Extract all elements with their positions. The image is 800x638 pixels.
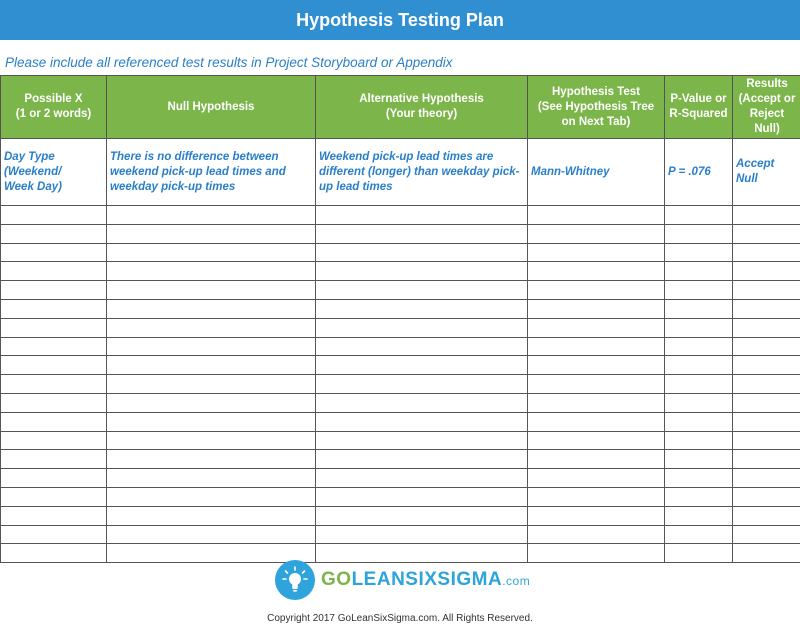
empty-cell-p-value[interactable] [665,525,733,544]
empty-cell-results[interactable] [733,487,800,506]
empty-cell-null-hypothesis[interactable] [107,206,316,225]
empty-cell-hypothesis-test[interactable] [528,262,665,281]
empty-cell-null-hypothesis[interactable] [107,318,316,337]
empty-cell-null-hypothesis[interactable] [107,525,316,544]
empty-cell-results[interactable] [733,281,800,300]
empty-cell-results[interactable] [733,262,800,281]
empty-cell-possible-x[interactable] [1,299,107,318]
empty-cell-null-hypothesis[interactable] [107,224,316,243]
empty-cell-alternative-hypothesis[interactable] [316,243,528,262]
empty-cell-possible-x[interactable] [1,262,107,281]
empty-cell-alternative-hypothesis[interactable] [316,299,528,318]
empty-cell-alternative-hypothesis[interactable] [316,281,528,300]
empty-cell-results[interactable] [733,337,800,356]
empty-cell-results[interactable] [733,393,800,412]
empty-cell-alternative-hypothesis[interactable] [316,375,528,394]
lightbulb-icon [275,560,315,600]
empty-cell-alternative-hypothesis[interactable] [316,262,528,281]
table-row [1,262,800,281]
empty-cell-possible-x[interactable] [1,337,107,356]
example-possible-x[interactable]: Day Type (Weekend/ Week Day) [1,139,107,206]
header-row [1,76,800,139]
empty-cell-p-value[interactable] [665,506,733,525]
table-row [1,318,800,337]
empty-cell-hypothesis-test[interactable] [528,356,665,375]
table-row [1,431,800,450]
empty-cell-alternative-hypothesis[interactable] [316,506,528,525]
example-null-hypothesis[interactable]: There is no difference between weekend pick-up lead times and weekday pick-up times [107,139,316,206]
table-row [1,487,800,506]
example-alternative-hypothesis[interactable]: Weekend pick-up lead times are different (longer) than weekday pick-up lead times [316,139,528,206]
header-results: Results (Accept or Reject Null) [733,76,800,139]
empty-cell-hypothesis-test[interactable] [528,525,665,544]
page-title: Hypothesis Testing Plan [0,0,800,40]
empty-cell-hypothesis-test[interactable] [528,393,665,412]
empty-cell-hypothesis-test[interactable] [528,469,665,488]
empty-cell-alternative-hypothesis[interactable] [316,469,528,488]
example-p-value[interactable]: P = .076 [665,139,733,206]
empty-cell-hypothesis-test[interactable] [528,450,665,469]
table-row [1,243,800,262]
empty-cell-null-hypothesis[interactable] [107,469,316,488]
empty-cell-null-hypothesis[interactable] [107,506,316,525]
header-possible-x: Possible X (1 or 2 words) [1,76,107,139]
empty-cell-alternative-hypothesis[interactable] [316,412,528,431]
empty-cell-possible-x[interactable] [1,318,107,337]
empty-cell-possible-x[interactable] [1,469,107,488]
empty-cell-results[interactable] [733,224,800,243]
empty-cell-possible-x[interactable] [1,243,107,262]
brand-name [321,569,530,591]
empty-cell-hypothesis-test[interactable] [528,412,665,431]
empty-cell-alternative-hypothesis[interactable] [316,450,528,469]
empty-cell-p-value[interactable] [665,375,733,394]
empty-cell-possible-x[interactable] [1,487,107,506]
empty-cell-null-hypothesis[interactable] [107,299,316,318]
empty-cell-p-value[interactable] [665,281,733,300]
table-row [1,281,800,300]
empty-cell-possible-x[interactable] [1,356,107,375]
table-row [1,356,800,375]
empty-cell-alternative-hypothesis[interactable] [316,224,528,243]
table-row [1,525,800,544]
empty-cell-p-value[interactable] [665,487,733,506]
empty-cell-null-hypothesis[interactable] [107,431,316,450]
empty-cell-alternative-hypothesis[interactable] [316,525,528,544]
empty-cell-possible-x[interactable] [1,431,107,450]
empty-cell-hypothesis-test[interactable] [528,487,665,506]
empty-cell-null-hypothesis[interactable] [107,281,316,300]
empty-cell-null-hypothesis[interactable] [107,393,316,412]
table-row [1,337,800,356]
empty-cell-p-value[interactable] [665,224,733,243]
empty-cell-results[interactable] [733,412,800,431]
empty-cell-p-value[interactable] [665,243,733,262]
empty-cell-null-hypothesis[interactable] [107,412,316,431]
empty-cell-hypothesis-test[interactable] [528,375,665,394]
empty-cell-possible-x[interactable] [1,412,107,431]
empty-cell-null-hypothesis[interactable] [107,243,316,262]
empty-cell-possible-x[interactable] [1,206,107,225]
empty-cell-results[interactable] [733,506,800,525]
empty-cell-results[interactable] [733,544,800,563]
empty-cell-hypothesis-test[interactable] [528,506,665,525]
empty-cell-possible-x[interactable] [1,375,107,394]
empty-cell-hypothesis-test[interactable] [528,318,665,337]
table-row [1,393,800,412]
header-alternative-hypothesis: Alternative Hypothesis (Your theory) [316,76,528,139]
empty-cell-p-value[interactable] [665,544,733,563]
empty-cell-results[interactable] [733,469,800,488]
empty-cell-p-value[interactable] [665,450,733,469]
empty-cell-results[interactable] [733,375,800,394]
copyright-text: Copyright 2017 GoLeanSixSigma.com. All Rights Reserved. [267,613,533,624]
table-row [1,224,800,243]
empty-cell-hypothesis-test[interactable] [528,299,665,318]
empty-cell-results[interactable] [733,243,800,262]
empty-cell-null-hypothesis[interactable] [107,356,316,375]
empty-cell-p-value[interactable] [665,356,733,375]
table-row [1,450,800,469]
empty-cell-p-value[interactable] [665,469,733,488]
empty-cell-null-hypothesis[interactable] [107,487,316,506]
empty-cell-results[interactable] [733,299,800,318]
empty-cell-p-value[interactable] [665,431,733,450]
empty-cell-p-value[interactable] [665,393,733,412]
empty-cell-hypothesis-test[interactable] [528,544,665,563]
empty-cell-possible-x[interactable] [1,450,107,469]
empty-cell-hypothesis-test[interactable] [528,206,665,225]
empty-cell-alternative-hypothesis[interactable] [316,431,528,450]
empty-cell-alternative-hypothesis[interactable] [316,318,528,337]
empty-cell-p-value[interactable] [665,299,733,318]
hypothesis-plan-table [0,75,800,563]
table-row [1,412,800,431]
empty-cell-possible-x[interactable] [1,506,107,525]
empty-cell-possible-x[interactable] [1,281,107,300]
empty-cell-results[interactable] [733,450,800,469]
header-p-value: P-Value or R-Squared [665,76,733,139]
empty-cell-hypothesis-test[interactable] [528,431,665,450]
empty-cell-p-value[interactable] [665,337,733,356]
empty-cell-results[interactable] [733,206,800,225]
table-row [1,299,800,318]
brand-rest: LEANSIXSIGMA [351,569,503,590]
brand-suffix: .com [502,574,531,588]
empty-cell-results[interactable] [733,431,800,450]
empty-cell-p-value[interactable] [665,206,733,225]
empty-cell-null-hypothesis[interactable] [107,450,316,469]
empty-cell-hypothesis-test[interactable] [528,281,665,300]
empty-cell-alternative-hypothesis[interactable] [316,487,528,506]
empty-cell-p-value[interactable] [665,412,733,431]
empty-cell-hypothesis-test[interactable] [528,337,665,356]
example-row [1,139,800,206]
empty-cell-results[interactable] [733,318,800,337]
table-row [1,375,800,394]
table-row [1,206,800,225]
empty-cell-alternative-hypothesis[interactable] [316,337,528,356]
empty-cell-possible-x[interactable] [1,393,107,412]
golean-logo [275,560,530,600]
empty-cell-possible-x[interactable] [1,224,107,243]
empty-cell-p-value[interactable] [665,318,733,337]
empty-cell-null-hypothesis[interactable] [107,262,316,281]
empty-cell-possible-x[interactable] [1,525,107,544]
empty-cell-results[interactable] [733,525,800,544]
brand-go: GO [321,569,352,590]
empty-cell-alternative-hypothesis[interactable] [316,393,528,412]
empty-cell-null-hypothesis[interactable] [107,337,316,356]
empty-cell-hypothesis-test[interactable] [528,243,665,262]
empty-cell-hypothesis-test[interactable] [528,224,665,243]
empty-cell-results[interactable] [733,356,800,375]
empty-cell-null-hypothesis[interactable] [107,375,316,394]
example-hypothesis-test[interactable]: Mann-Whitney [528,139,665,206]
example-results[interactable]: Accept Null [733,139,800,206]
header-hypothesis-test: Hypothesis Test (See Hypothesis Tree on Next Tab) [528,76,665,139]
empty-cell-p-value[interactable] [665,262,733,281]
instruction-text: Please include all referenced test results in Project Storyboard or Appendix [5,55,453,70]
empty-cell-possible-x[interactable] [1,544,107,563]
empty-cell-alternative-hypothesis[interactable] [316,206,528,225]
table-row [1,469,800,488]
table-row [1,506,800,525]
empty-cell-alternative-hypothesis[interactable] [316,356,528,375]
header-null-hypothesis: Null Hypothesis [107,76,316,139]
